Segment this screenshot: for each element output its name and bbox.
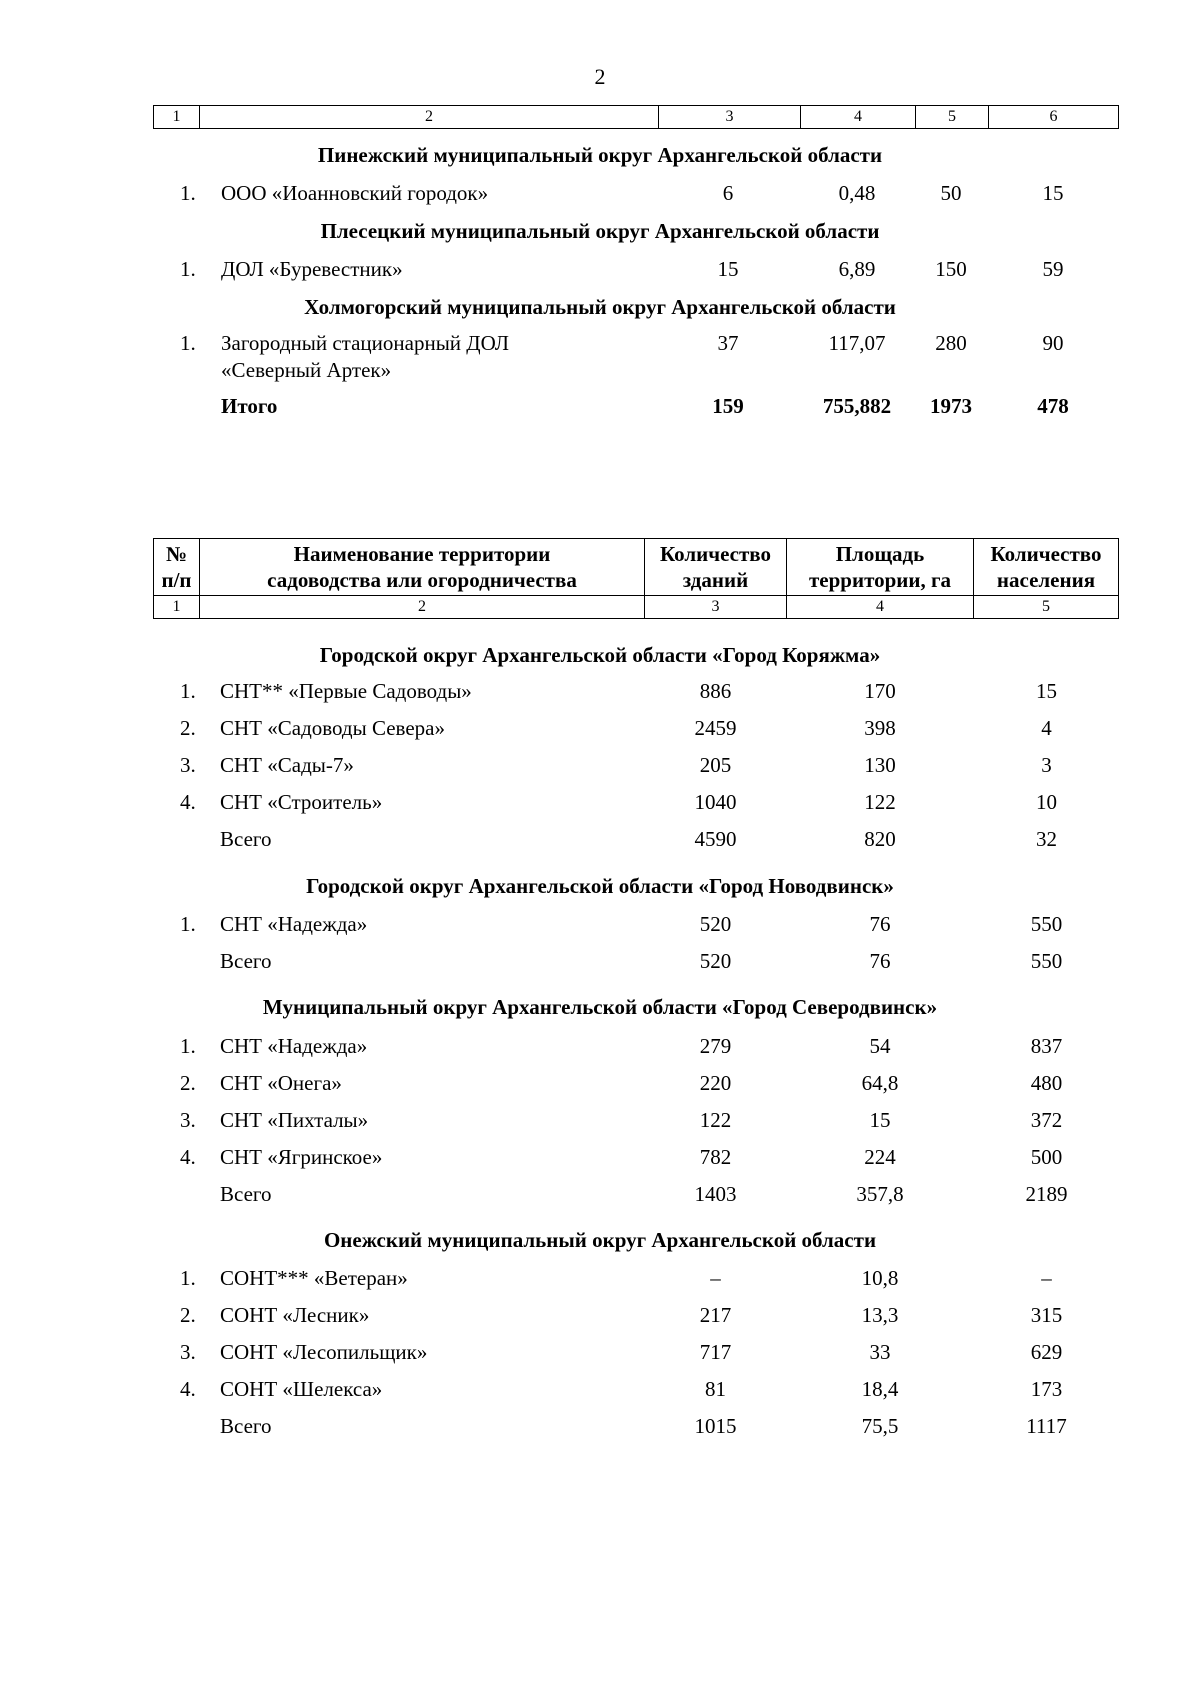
cell-population: 480 bbox=[1030, 1071, 1063, 1095]
cell-population: 550 bbox=[1030, 949, 1063, 973]
header-name-line1: Наименование территории bbox=[293, 542, 551, 566]
col-number-1: 1 bbox=[154, 596, 200, 619]
section-heading: Холмогорский муниципальный округ Архангельской области bbox=[304, 295, 896, 319]
subtotal-label: Всего bbox=[220, 1414, 272, 1438]
table-row bbox=[0, 1300, 1200, 1330]
cell-col5: 50 bbox=[940, 181, 962, 205]
cell-area: 64,8 bbox=[861, 1071, 899, 1095]
table-row bbox=[0, 1031, 1200, 1061]
table-row bbox=[0, 178, 1200, 208]
total-col5: 1973 bbox=[930, 394, 972, 418]
header-population-line2: населения bbox=[996, 568, 1096, 592]
cell-population: 10 bbox=[1036, 790, 1057, 814]
header-population-line1: Количество bbox=[990, 542, 1102, 566]
cell-buildings: 122 bbox=[699, 1108, 732, 1132]
cell-population: 550 bbox=[1030, 912, 1063, 936]
cell-area: 170 bbox=[864, 679, 896, 703]
header-area-line1: Площадь bbox=[835, 542, 925, 566]
subtotal-label: Всего bbox=[220, 949, 272, 973]
cell-buildings: 220 bbox=[699, 1071, 732, 1095]
cell-buildings: 886 bbox=[699, 679, 732, 703]
col-number-1: 1 bbox=[154, 106, 200, 129]
col-number-4: 4 bbox=[787, 596, 974, 619]
row-number: 1. bbox=[180, 257, 196, 281]
table-row bbox=[0, 1068, 1200, 1098]
row-name-line1: Загородный стационарный ДОЛ bbox=[221, 331, 509, 355]
col-number-5: 5 bbox=[916, 106, 989, 129]
cell-buildings: 782 bbox=[699, 1145, 732, 1169]
row-number: 2. bbox=[180, 1071, 196, 1095]
row-name: ООО «Иоанновский городок» bbox=[221, 181, 489, 205]
row-number: 4. bbox=[180, 1377, 196, 1401]
row-number: 4. bbox=[180, 1145, 196, 1169]
cell-buildings: 520 bbox=[699, 912, 732, 936]
total-col3: 159 bbox=[712, 394, 744, 418]
row-name: СНТ «Надежда» bbox=[220, 1034, 368, 1058]
cell-buildings: 205 bbox=[699, 753, 732, 777]
cell-col3: 15 bbox=[717, 257, 739, 281]
cell-population: 1117 bbox=[1026, 1414, 1067, 1438]
row-number: 3. bbox=[180, 1340, 196, 1364]
table-row bbox=[0, 713, 1200, 743]
section-heading: Онежский муниципальный округ Архангельской области bbox=[323, 1228, 877, 1252]
row-number: 1. bbox=[180, 912, 196, 936]
col-number-2: 2 bbox=[200, 596, 645, 619]
table-row-continuation bbox=[0, 355, 1200, 385]
total-col6: 478 bbox=[1037, 394, 1069, 418]
row-name: СНТ** «Первые Садоводы» bbox=[220, 679, 472, 703]
cell-population: 372 bbox=[1030, 1108, 1063, 1132]
table2-header bbox=[153, 538, 1119, 619]
cell-buildings: 81 bbox=[705, 1377, 726, 1401]
cell-buildings: 279 bbox=[699, 1034, 732, 1058]
total-col4: 755,882 bbox=[822, 394, 892, 418]
row-name: СНТ «Ягринское» bbox=[220, 1145, 383, 1169]
col-number-3: 3 bbox=[645, 596, 787, 619]
subtotal-label: Всего bbox=[220, 1182, 272, 1206]
header-number bbox=[154, 539, 200, 596]
header-buildings-line1: Количество bbox=[659, 542, 772, 566]
table-row bbox=[0, 328, 1200, 358]
header-population bbox=[974, 539, 1119, 596]
cell-area: 54 bbox=[869, 1034, 891, 1058]
cell-area: 33 bbox=[869, 1340, 891, 1364]
header-name bbox=[200, 539, 645, 596]
row-name: СНТ «Онега» bbox=[220, 1071, 342, 1095]
cell-col4: 6,89 bbox=[838, 257, 876, 281]
col-number-4: 4 bbox=[801, 106, 916, 129]
section-heading: Городской округ Архангельской области «Город Новодвинск» bbox=[306, 874, 894, 898]
row-number: 2. bbox=[180, 1303, 196, 1327]
col-number-3: 3 bbox=[659, 106, 801, 129]
cell-col6: 59 bbox=[1042, 257, 1064, 281]
row-number: 2. bbox=[180, 716, 196, 740]
cell-area: 10,8 bbox=[861, 1266, 899, 1290]
cell-population: 3 bbox=[1041, 753, 1052, 777]
cell-area: 130 bbox=[864, 753, 896, 777]
table-row bbox=[0, 676, 1200, 706]
cell-area: 224 bbox=[864, 1145, 896, 1169]
row-number: 1. bbox=[180, 181, 196, 205]
cell-buildings: 1015 bbox=[694, 1414, 737, 1438]
subtotal-row bbox=[0, 946, 1200, 976]
total-row bbox=[0, 391, 1200, 421]
subtotal-label: Всего bbox=[220, 827, 272, 851]
cell-col5: 280 bbox=[935, 331, 967, 355]
page-number: 2 bbox=[594, 64, 606, 89]
table-row bbox=[0, 254, 1200, 284]
col-number-5: 5 bbox=[974, 596, 1119, 619]
row-name: СОНТ «Шелекса» bbox=[220, 1377, 383, 1401]
table-row bbox=[0, 1105, 1200, 1135]
cell-area: 820 bbox=[864, 827, 896, 851]
row-name: СОНТ «Лесопильщик» bbox=[220, 1340, 428, 1364]
section-heading: Пинежский муниципальный округ Архангельской области bbox=[317, 143, 883, 167]
cell-buildings: 2459 bbox=[694, 716, 737, 740]
header-area-line2: территории, га bbox=[808, 568, 952, 592]
cell-buildings: 520 bbox=[699, 949, 732, 973]
header-buildings-line2: зданий bbox=[682, 568, 749, 592]
section-heading: Муниципальный округ Архангельской области «Город Северодвинск» bbox=[262, 995, 938, 1019]
row-name: ДОЛ «Буревестник» bbox=[221, 257, 403, 281]
cell-buildings: 1403 bbox=[694, 1182, 737, 1206]
row-name: СОНТ*** «Ветеран» bbox=[220, 1266, 408, 1290]
row-name: СНТ «Пихталы» bbox=[220, 1108, 369, 1132]
cell-col3: 37 bbox=[717, 331, 739, 355]
row-name: СНТ «Садоводы Севера» bbox=[220, 716, 445, 740]
row-name-line2: «Северный Артек» bbox=[221, 358, 392, 382]
cell-population: 15 bbox=[1036, 679, 1057, 703]
header-area bbox=[787, 539, 974, 596]
cell-area: 76 bbox=[869, 949, 891, 973]
cell-population: 4 bbox=[1041, 716, 1052, 740]
header-name-line2: садоводства или огородничества bbox=[267, 568, 577, 592]
row-number: 1. bbox=[180, 1034, 196, 1058]
row-name: СОНТ «Лесник» bbox=[220, 1303, 370, 1327]
header-number-line1: № bbox=[165, 542, 188, 566]
cell-buildings: 217 bbox=[699, 1303, 732, 1327]
cell-col6: 90 bbox=[1042, 331, 1064, 355]
header-number-line2: п/п bbox=[161, 568, 192, 592]
cell-population: 629 bbox=[1030, 1340, 1063, 1364]
cell-area: 357,8 bbox=[856, 1182, 904, 1206]
cell-area: 76 bbox=[869, 912, 891, 936]
row-name: СНТ «Надежда» bbox=[220, 912, 368, 936]
cell-area: 75,5 bbox=[861, 1414, 899, 1438]
table-row bbox=[0, 1142, 1200, 1172]
cell-col4: 117,07 bbox=[828, 331, 886, 355]
section-heading: Городской округ Архангельской области «Город Коряжма» bbox=[319, 643, 881, 667]
cell-population: 173 bbox=[1030, 1377, 1063, 1401]
cell-buildings: 4590 bbox=[694, 827, 737, 851]
section-heading: Плесецкий муниципальный округ Архангельской области bbox=[320, 219, 880, 243]
subtotal-row bbox=[0, 824, 1200, 854]
cell-buildings: 1040 bbox=[694, 790, 737, 814]
row-number: 1. bbox=[180, 331, 196, 355]
header-buildings bbox=[645, 539, 787, 596]
subtotal-row bbox=[0, 1179, 1200, 1209]
subtotal-row bbox=[0, 1411, 1200, 1441]
row-number: 4. bbox=[180, 790, 196, 814]
col-number-2: 2 bbox=[200, 106, 659, 129]
table-row bbox=[0, 787, 1200, 817]
table-row bbox=[0, 909, 1200, 939]
cell-population: 2189 bbox=[1025, 1182, 1068, 1206]
cell-col5: 150 bbox=[935, 257, 967, 281]
table-row bbox=[0, 1263, 1200, 1293]
total-label: Итого bbox=[221, 394, 278, 418]
table1-column-numbers bbox=[153, 105, 1119, 129]
cell-area: 398 bbox=[864, 716, 896, 740]
table-row bbox=[0, 1337, 1200, 1367]
cell-population: – bbox=[1041, 1266, 1052, 1290]
cell-population: 32 bbox=[1036, 827, 1057, 851]
cell-col6: 15 bbox=[1042, 181, 1064, 205]
cell-population: 315 bbox=[1030, 1303, 1063, 1327]
cell-population: 500 bbox=[1030, 1145, 1063, 1169]
cell-col3: 6 bbox=[722, 181, 734, 205]
row-number: 3. bbox=[180, 753, 196, 777]
table-row bbox=[0, 750, 1200, 780]
row-number: 1. bbox=[180, 679, 196, 703]
cell-buildings: 717 bbox=[699, 1340, 732, 1364]
col-number-6: 6 bbox=[989, 106, 1119, 129]
table-row bbox=[0, 1374, 1200, 1404]
cell-area: 18,4 bbox=[861, 1377, 899, 1401]
row-number: 3. bbox=[180, 1108, 196, 1132]
cell-area: 15 bbox=[869, 1108, 891, 1132]
row-name: СНТ «Сады-7» bbox=[220, 753, 354, 777]
cell-area: 13,3 bbox=[861, 1303, 899, 1327]
row-number: 1. bbox=[180, 1266, 196, 1290]
cell-col4: 0,48 bbox=[838, 181, 876, 205]
cell-population: 837 bbox=[1030, 1034, 1063, 1058]
cell-buildings: – bbox=[710, 1266, 721, 1290]
row-name: СНТ «Строитель» bbox=[220, 790, 383, 814]
cell-area: 122 bbox=[864, 790, 896, 814]
